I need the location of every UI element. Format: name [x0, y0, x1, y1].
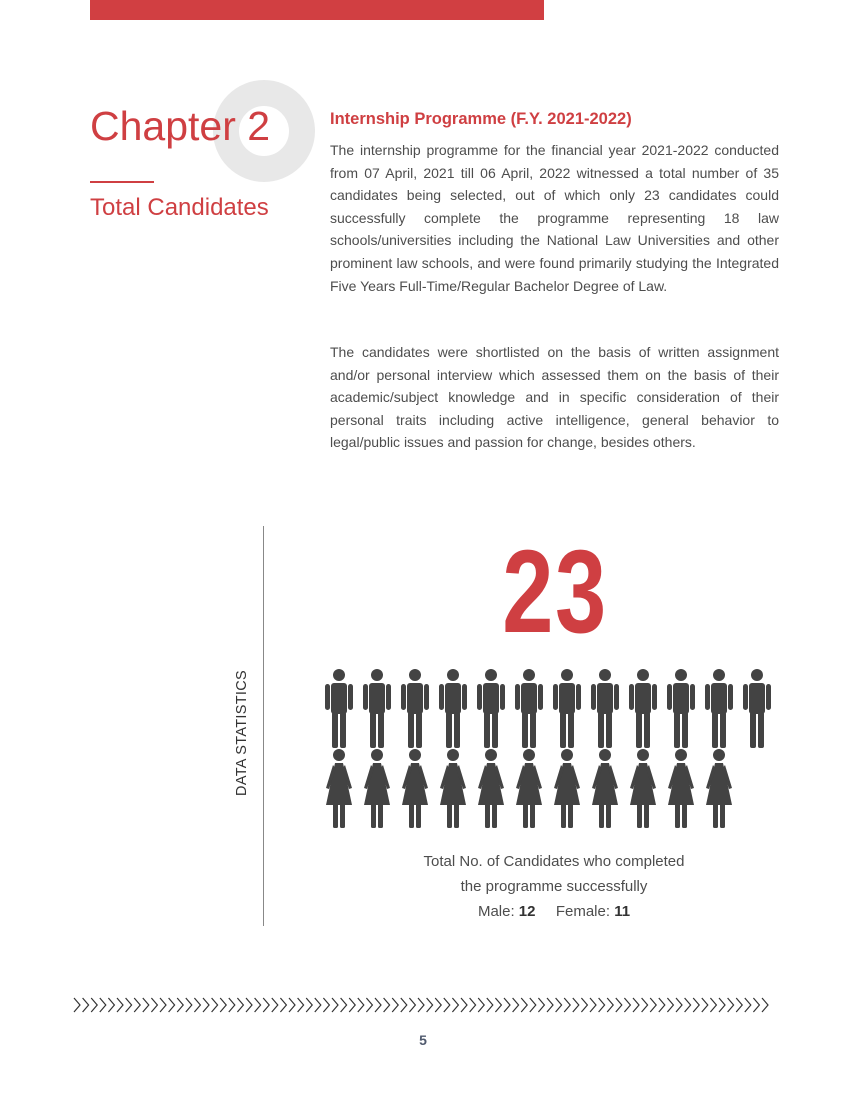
- female-person-icon: [396, 748, 434, 830]
- page-number: 5: [419, 1032, 427, 1048]
- female-person-icon: [510, 748, 548, 830]
- stats-caption-line-2: the programme successfully: [460, 878, 648, 895]
- female-figures-row: [320, 748, 738, 830]
- top-accent-bar: [90, 0, 544, 20]
- female-person-icon: [472, 748, 510, 830]
- male-person-icon: [548, 668, 586, 750]
- male-label: Male:: [477, 903, 515, 920]
- chapter-subtitle: Total Candidates: [90, 194, 269, 221]
- male-person-icon: [662, 668, 700, 750]
- gender-breakdown: [478, 899, 630, 924]
- male-person-icon: [396, 668, 434, 750]
- total-candidates-number: 23: [502, 526, 608, 658]
- female-count: 11: [614, 903, 631, 920]
- male-person-icon: [320, 668, 358, 750]
- male-person-icon: [472, 668, 510, 750]
- female-person-icon: [548, 748, 586, 830]
- female-label: Female:: [555, 903, 611, 920]
- vertical-divider: [263, 526, 264, 926]
- male-person-icon: [510, 668, 548, 750]
- female-person-icon: [662, 748, 700, 830]
- female-person-icon: [586, 748, 624, 830]
- female-person-icon: [434, 748, 472, 830]
- male-person-icon: [434, 668, 472, 750]
- female-person-icon: [320, 748, 358, 830]
- section-heading: Internship Programme (F.Y. 2021-2022): [330, 110, 632, 128]
- male-count: 12: [518, 903, 536, 920]
- chapter-title: Chapter 2: [90, 103, 271, 149]
- chapter-divider: [90, 181, 154, 183]
- chevron-divider: [72, 995, 772, 1015]
- male-person-icon: [624, 668, 662, 750]
- female-person-icon: [700, 748, 738, 830]
- stats-caption-line-1: Total No. of Candidates who completed: [423, 853, 685, 870]
- male-person-icon: [738, 668, 776, 750]
- male-person-icon: [700, 668, 738, 750]
- data-statistics-label: DATA STATISTICS: [234, 670, 250, 796]
- female-person-icon: [358, 748, 396, 830]
- female-person-icon: [624, 748, 662, 830]
- body-paragraph: The candidates were shortlisted on the basis of written assignment and/or personal interview which assessed them on the basis of their academic/subject knowledge and in specific consideration of their personal traits including active intelligence, general behavior to legal/public issues and passion for change, besides others.: [330, 344, 779, 451]
- male-figures-row: [320, 668, 776, 750]
- male-person-icon: [358, 668, 396, 750]
- male-person-icon: [586, 668, 624, 750]
- body-paragraph: The internship programme for the financial year 2021-2022 conducted from 07 April, 2021 till 06 April, 2022 witnessed a total number of 35 candidates being selected, out of which only 23 candidates could successfully complete the programme representing 18 law schools/universities including the National Law Universities and other prominent law schools, and were found primarily studying the Integrated Five Years Full-Time/Regular Bachelor Degree of Law.: [330, 142, 779, 294]
